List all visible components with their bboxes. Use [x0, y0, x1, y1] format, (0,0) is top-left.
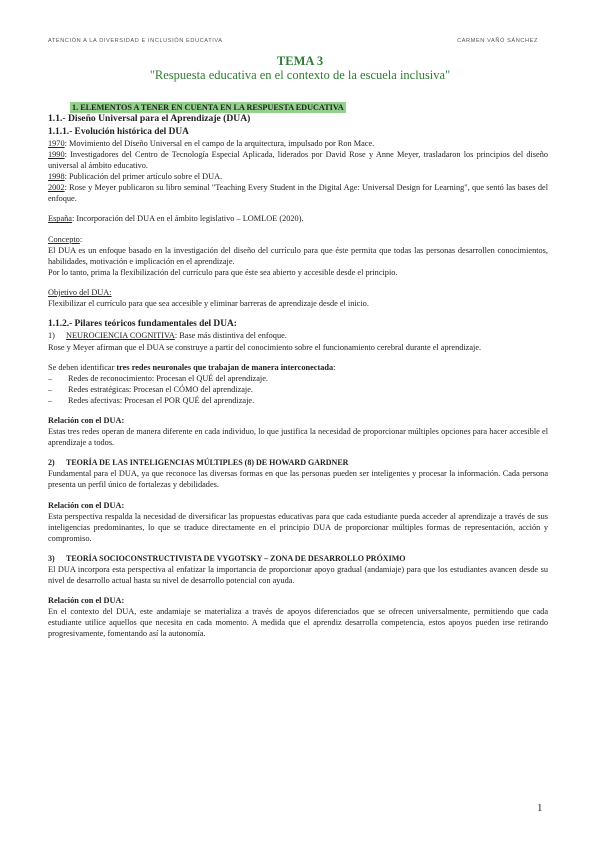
pillar-1-relation-text: Estas tres redes operan de manera diferente en cada individuo, lo que justifica la necesidad de proporcionar múltiples opciones para hacer accesible el aprendizaje a todos. [48, 427, 548, 448]
topic-subtitle: "Respuesta educativa en el contexto de la escuela inclusiva" [149, 68, 451, 82]
history-item [48, 149, 548, 171]
subsection-heading-pillars: 1.1.2.- Pilares teóricos fundamentales del DUA: [48, 319, 237, 330]
section-heading-1: 1. ELEMENTOS A TENER EN CUENTA EN LA RESPUESTA EDUCATIVA [72, 103, 344, 112]
objective-paragraph: Flexibilizar el currículo para que sea accesible y eliminar barreras de aprendizaje desde el inicio. [48, 299, 369, 309]
history-year: 2002 [48, 183, 65, 193]
concept-label: Concepto [48, 234, 80, 244]
networks-intro: Se deben identificar tres redes neuronales que trabajan de manera interconectada: [48, 362, 336, 372]
document-body [48, 102, 548, 640]
pillar-1-paragraph: Rose y Meyer afirman que el DUA se construye a partir del conocimiento sobre el funcionamiento cerebral durante el aprendizaje. [48, 342, 482, 352]
concept-heading: Concepto: [48, 234, 83, 244]
history-year: 1998 [48, 172, 65, 182]
pillar-3-paragraph: El DUA incorpora esta perspectiva al enfatizar la importancia de proporcionar apoyo gradual (andamiaje) para que los estudiantes avancen desde su nivel de desarrollo actual hasta su nivel de desarrollo potencial con ayuda. [48, 565, 548, 586]
pillar-2-paragraph: Fundamental para el DUA, ya que reconoce las diversas formas en que las personas pueden ser inteligentes y procesar la información. Cada persona presenta un perfil único de fortalezas y debilidades. [48, 469, 548, 490]
pillar-3-relation-text: En el contexto del DUA, este andamiaje se materializa a través de apoyos diferenciados que se ofrecen universalmente, permitiendo que cada estudiante utilice aquellos que necesita en cada momento. A medida que el aprendiz desarrolla competencia, estos apoyos pueden irse retirando progresivamente, fomentando así la autonomía. [48, 607, 548, 639]
list-item: – Redes estratégicas: Procesan el CÓMO del aprendizaje. [48, 384, 253, 394]
history-item [48, 171, 548, 182]
pillar-2-relation-text: Esta perspectiva respalda la necesidad de diversificar las propuestas educativas para que cada estudiante pueda acceder al aprendizaje a través de sus inteligencias predominantes, lo que se traduce directamente en el principio DUA de proporcionar múltiples formas de representación, acción y compromiso. [48, 511, 548, 543]
pillar-3-relation-heading: Relación con el DUA: [48, 596, 125, 606]
concept-paragraph: El DUA es un enfoque basado en la investigación del diseño del currículo para que éste permita que todas las personas desarrollen conocimientos, habilidades, motivación e implicación en el aprendizaje. [48, 245, 548, 266]
subsection-heading-history: 1.1.1.- Evolución histórica del DUA [48, 126, 189, 137]
objective-heading: Objetivo del DUA: [48, 287, 112, 297]
list-item: – Redes afectivas: Procesan el POR QUÉ del aprendizaje. [48, 395, 255, 405]
running-header-author: CARMEN VAÑÓ SÁNCHEZ [457, 38, 538, 44]
history-year: 1990 [48, 149, 65, 159]
history-text: : Publicación del primer artículo sobre el DUA. [64, 172, 223, 182]
pillar-3-heading: 3) TEORÍA SOCIOCONSTRUCTIVISTA DE VYGOTSKY – ZONA DE DESARROLLO PRÓXIMO [48, 553, 406, 563]
pillar-1-heading: 1) NEUROCIENCIA COGNITIVA: Base más distintiva del enfoque. [48, 331, 287, 341]
pillar-1-relation-heading: Relación con el DUA: [48, 415, 125, 425]
pillar-1-label: NEUROCIENCIA COGNITIVA [66, 331, 175, 341]
history-year: 1970 [48, 138, 65, 148]
pillar-2-relation-heading: Relación con el DUA: [48, 500, 125, 510]
topic-title: TEMA 3 [276, 54, 324, 68]
history-item [48, 182, 548, 204]
history-text: : Rose y Meyer publicaron su libro seminal "Teaching Every Student in the Digital Age: Universal Design for Learning", que sentó las bases del enfoque. [48, 183, 548, 204]
subsection-heading-dua: 1.1.- Diseño Universal para el Aprendizaje (DUA) [48, 113, 251, 125]
spain-text: : Incorporación del DUA en el ámbito legislativo – LOMLOE (2020). [71, 214, 304, 224]
list-item: – Redes de reconocimiento: Procesan el QUÉ del aprendizaje. [48, 373, 268, 383]
concept-paragraph-2: Por lo tanto, prima la flexibilización del currículo para que éste sea abierto y accesible desde el principio. [48, 267, 398, 277]
history-text: : Movimiento del Diseño Universal en el campo de la arquitectura, impulsado por Ron Mace. [64, 138, 375, 148]
running-header-subject: ATENCIÓN A LA DIVERSIDAD E INCLUSIÓN EDUCATIVA [48, 38, 223, 44]
history-item [48, 138, 548, 149]
history-text: : Investigadores del Centro de Tecnología Especial Aplicada, liderados por David Rose y Anne Meyer, trasladaron los principios del diseño universal al ámbito educativo. [48, 149, 548, 171]
pillar-2-heading: 2) TEORÍA DE LAS INTELIGENCIAS MÚLTIPLES (8) DE HOWARD GARDNER [48, 458, 349, 468]
spain-paragraph [48, 213, 548, 224]
spain-label: España [48, 214, 72, 224]
page-number: 1 [537, 802, 543, 814]
